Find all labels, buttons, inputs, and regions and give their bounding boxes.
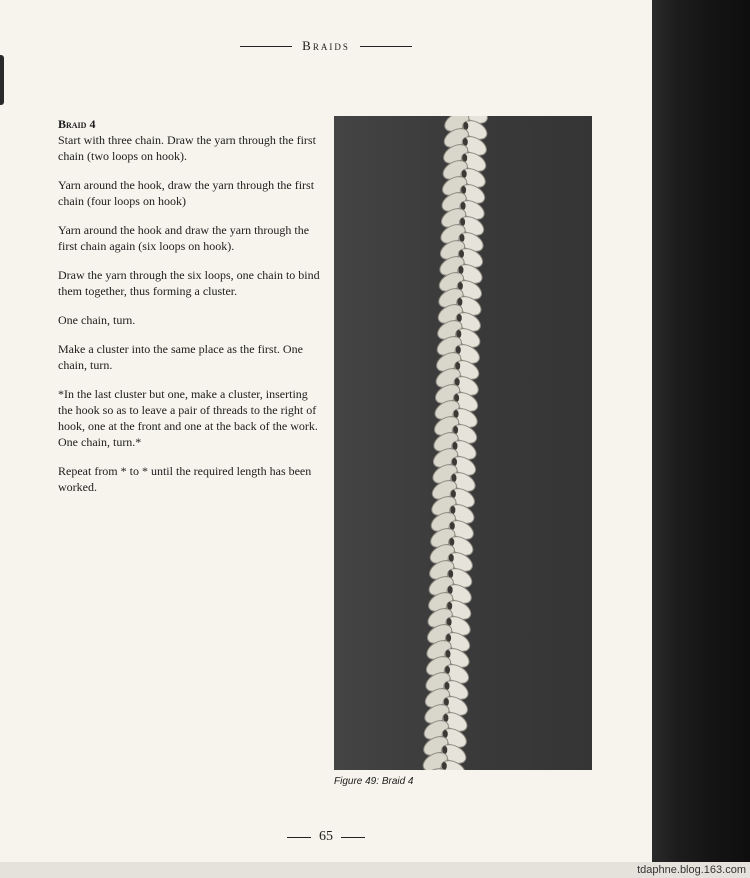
braid-illustration bbox=[334, 116, 592, 770]
figure-caption-text: Braid 4 bbox=[381, 776, 414, 787]
page-edge-mark bbox=[0, 55, 4, 105]
instructions-column bbox=[58, 116, 320, 508]
header-rule-left bbox=[240, 46, 292, 47]
header-rule-right bbox=[360, 46, 412, 47]
running-head-text: Braids bbox=[302, 38, 350, 53]
instruction-paragraph: *In the last cluster but one, make a cluster, inserting the hook so as to leave a pair of threads to the right of hook, one at the front and one at the back of the work. One chain, turn.* bbox=[58, 387, 318, 449]
instruction-paragraph: Start with three chain. Draw the yarn through the first chain (two loops on hook). bbox=[58, 133, 316, 163]
instruction-paragraph: Draw the yarn through the six loops, one chain to bind them together, thus forming a cluster. bbox=[58, 268, 320, 298]
page-number: 65 bbox=[319, 829, 333, 844]
figure-caption bbox=[334, 776, 414, 787]
instruction-paragraph: Make a cluster into the same place as the first. One chain, turn. bbox=[58, 342, 303, 372]
page-footer bbox=[0, 829, 652, 845]
footer-rule-left bbox=[287, 837, 311, 838]
braid-photo bbox=[334, 116, 592, 770]
instruction-paragraph: One chain, turn. bbox=[58, 313, 136, 327]
instruction-paragraph: Yarn around the hook and draw the yarn through the first chain again (six loops on hook). bbox=[58, 223, 310, 253]
section-title: Braid 4 bbox=[58, 117, 96, 131]
instruction-paragraph: Repeat from * to * until the required length has been worked. bbox=[58, 464, 312, 494]
footer-rule-right bbox=[341, 837, 365, 838]
book-spine bbox=[652, 0, 750, 866]
instruction-paragraph: Yarn around the hook, draw the yarn through the first chain (four loops on hook) bbox=[58, 178, 315, 208]
running-head bbox=[0, 38, 652, 54]
figure-caption-label: Figure 49: bbox=[334, 776, 380, 787]
watermark: tdaphne.blog.163.com bbox=[637, 864, 746, 876]
